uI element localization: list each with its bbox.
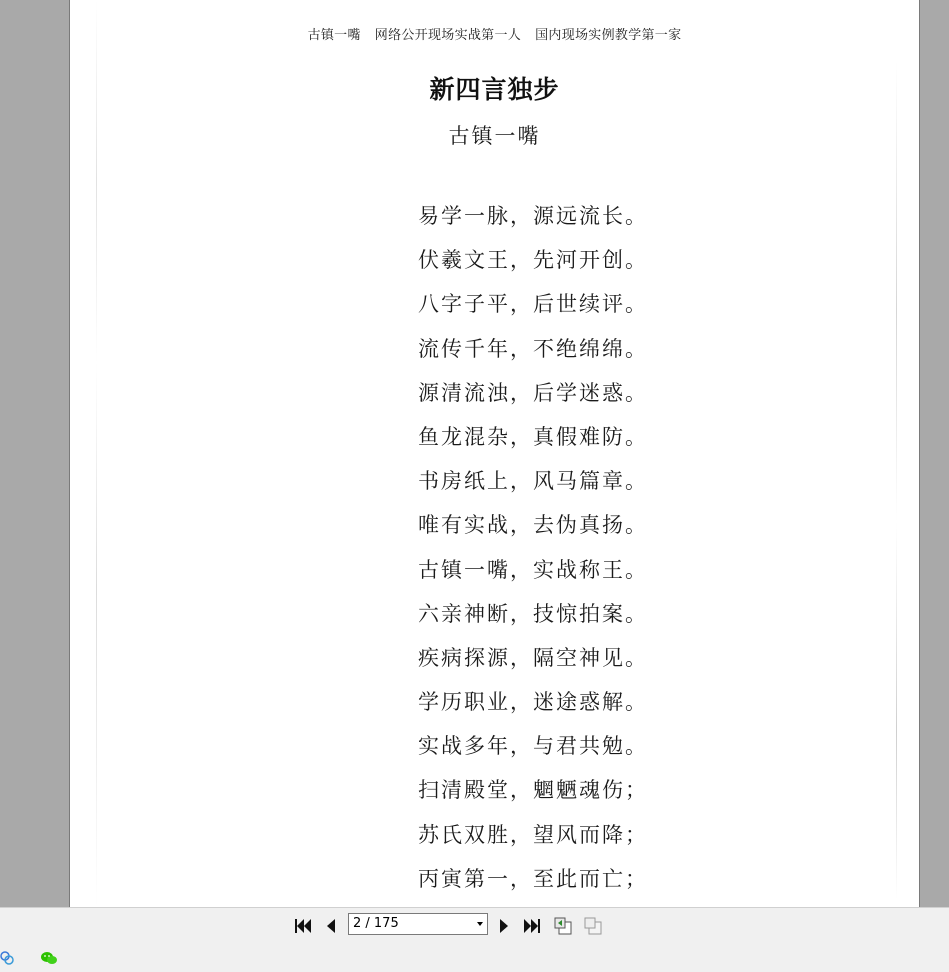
fit-width-button[interactable] xyxy=(583,917,603,935)
next-page-button[interactable] xyxy=(495,917,515,935)
page-number-select[interactable] xyxy=(348,913,488,935)
poem-line: 苏氏双胜，望风而降； xyxy=(418,822,648,847)
pdf-page xyxy=(69,0,920,907)
poem-line: 古镇一嘴，实战称王。 xyxy=(418,557,648,582)
poem-line: 八字子平，后世续评。 xyxy=(418,292,648,317)
previous-page-icon xyxy=(320,917,340,935)
page-indicator: 2 / 175 xyxy=(353,916,399,931)
poem-line: 六亲神断，技惊拍案。 xyxy=(418,601,648,626)
poem-title: 新四言独步 xyxy=(429,75,560,104)
app-tray-icon xyxy=(0,950,16,966)
header-text-2: 网络公开现场实战第一人 xyxy=(374,28,522,43)
poem-line: 实战多年，与君共勉。 xyxy=(418,734,648,759)
fit-page-button[interactable] xyxy=(553,917,573,935)
poem-line: 书房纸上，风马篇章。 xyxy=(418,469,648,494)
poem-line: 扫清殿堂，魍魉魂伤； xyxy=(418,778,648,803)
first-page-button[interactable] xyxy=(293,917,313,935)
poem-line: 疾病探源，隔空神见。 xyxy=(418,645,648,670)
scan-edge-right xyxy=(896,60,897,900)
poem-author: 古镇一嘴 xyxy=(448,124,541,148)
poem-line: 流传千年，不绝绵绵。 xyxy=(418,336,648,361)
previous-page-button[interactable] xyxy=(320,917,340,935)
last-page-icon xyxy=(522,917,542,935)
poem-line: 学历职业，迷途惑解。 xyxy=(418,690,648,715)
poem-line: 丙寅第一，至此而亡； xyxy=(418,866,648,891)
next-page-icon xyxy=(495,917,515,935)
taskbar xyxy=(0,943,949,972)
poem-line: 源清流浊，后学迷惑。 xyxy=(418,380,648,405)
poem-line: 伏羲文王，先河开创。 xyxy=(418,248,648,273)
app-tray-button[interactable] xyxy=(0,950,16,966)
poem-body xyxy=(418,200,678,907)
navigation-toolbar xyxy=(0,907,949,944)
poem-line: 鱼龙混杂，真假难防。 xyxy=(418,424,648,449)
page-header xyxy=(70,24,919,43)
poem-line: 易学一脉，源远流长。 xyxy=(418,204,648,228)
wechat-icon xyxy=(40,950,58,966)
wechat-button[interactable] xyxy=(40,950,56,966)
header-text-3: 国内现场实例教学第一家 xyxy=(535,28,682,43)
chevron-down-icon xyxy=(477,922,483,926)
header-text-1: 古镇一嘴 xyxy=(307,28,361,43)
last-page-button[interactable] xyxy=(522,917,542,935)
poem-line: 唯有实战，去伪真扬。 xyxy=(418,513,648,538)
fit-page-icon xyxy=(553,917,573,935)
fit-width-icon xyxy=(583,917,603,935)
first-page-icon xyxy=(293,917,313,935)
